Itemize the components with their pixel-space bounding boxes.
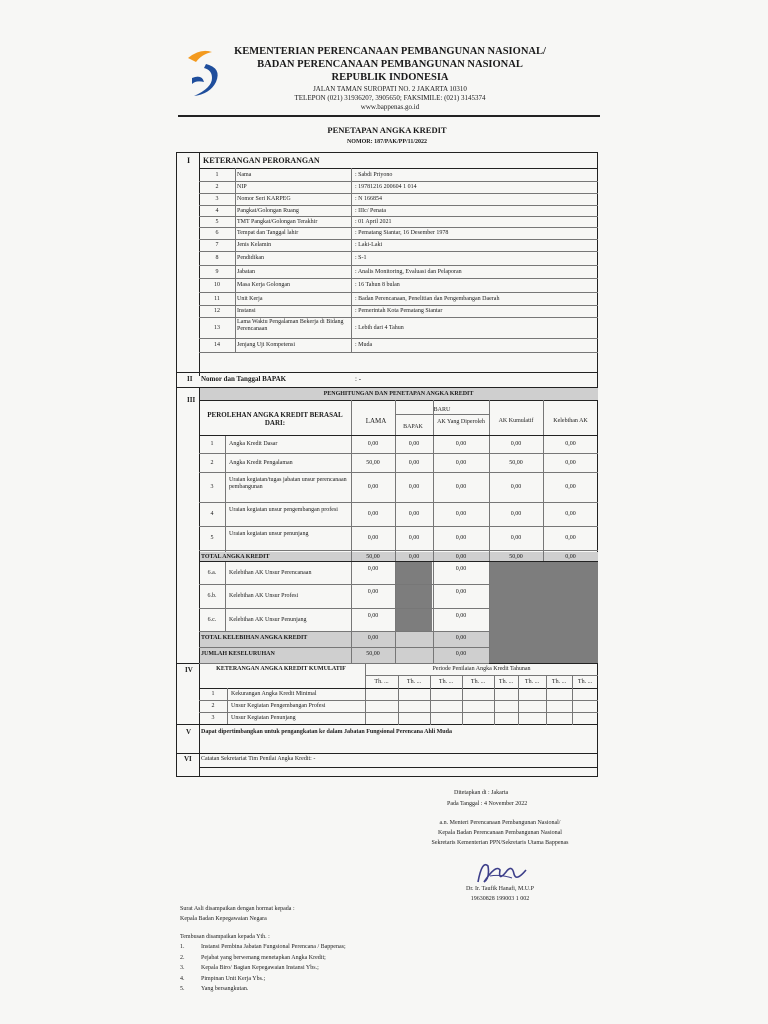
field-value: : Sabdi Priyono (355, 172, 393, 178)
source-label: Uraian kegiatan unsur pengembangan profesi (229, 507, 338, 513)
row-number: 2 (211, 703, 215, 709)
pak-table (176, 152, 598, 777)
field-value: : Pemerintah Kota Pematang Siantar (355, 308, 443, 314)
field-value: : Lebih dari 4 Tahun (355, 324, 404, 331)
excess-lama: 0,00 (367, 565, 379, 572)
field-label: Nomor Seri KARPEG (237, 196, 291, 202)
value-bapak: 0,00 (408, 441, 420, 447)
value-bapak: 0,00 (408, 535, 420, 541)
value-lama: 0,00 (367, 484, 379, 490)
cumulative-label: Kekurangan Angka Kredit Minimal (231, 691, 317, 697)
field-value: : N 166854 (355, 196, 382, 202)
cc-title: Tembusan disampaikan kepada Yth. : (180, 934, 270, 940)
excess-label: Kelebihan AK Unsur Perencanaan (229, 569, 312, 576)
value-kumulatif: 0,00 (510, 441, 522, 447)
value-bapak: 0,00 (408, 484, 420, 490)
year-label: Th. ... (524, 679, 540, 685)
cc-item: Kepala Biro/ Bagian Kepegawaian Instansi Ybs.; (201, 965, 319, 971)
row-number: 12 (214, 308, 220, 314)
section-roman: II (187, 375, 193, 383)
field-value: : IIIc/ Penata (355, 207, 386, 214)
row-number: 3 (211, 715, 215, 721)
value-kumulatif: 0,00 (510, 535, 522, 541)
ministry-name-line3: REPUBLIK INDONESIA (331, 72, 449, 83)
field-label: TMT Pangkat/Golongan Terakhir (237, 218, 318, 225)
field-value: : Analis Monitoring, Evaluasi dan Pelaporan (355, 268, 462, 275)
row-number: 3 (215, 196, 219, 202)
value-lama: 50,00 (366, 459, 380, 466)
signer-nip: 19630828 199003 1 002 (470, 896, 530, 902)
col-kelebihan: Kelebihan AK (553, 418, 588, 424)
field-label: Pendidikan (237, 255, 264, 261)
value-lama: 0,00 (367, 535, 379, 541)
value-kelebihan: 0,00 (565, 484, 576, 490)
address: JALAN TAMAN SUROPATI NO. 2 JAKARTA 10310 (313, 85, 467, 93)
source-label: Angka Kredit Dasar (229, 441, 278, 447)
section-title: PENGHITUNGAN DAN PENETAPAN ANGKA KREDIT (323, 391, 474, 397)
section-title: KETERANGAN ANGKA KREDIT KUMULATIF (216, 666, 346, 672)
row-number: 4 (215, 207, 219, 214)
source-label: Uraian kegiatan unsur penunjang (229, 531, 309, 537)
secretariat-note: Catatan Sekretariat Tim Penilai Angka Kredit: - (201, 756, 316, 762)
row-number: 10 (214, 282, 220, 288)
cc-number: 5. (180, 986, 185, 992)
excess-lama: 0,00 (367, 612, 379, 619)
row-number: 1 (215, 172, 219, 178)
col-source: PEROLEHAN ANGKA KREDIT BERASAL DARI: (207, 411, 343, 428)
row-number: 1 (210, 441, 214, 447)
section-roman: I (187, 156, 191, 165)
year-label: Th. ... (551, 679, 567, 685)
signing-date: Pada Tanggal : 4 November 2022 (447, 801, 528, 807)
row-number: 13 (214, 324, 220, 331)
section-roman: V (186, 728, 192, 736)
excess-lama: 0,00 (367, 589, 379, 595)
row-number: 4 (210, 511, 214, 517)
value-lama: 0,00 (367, 511, 379, 517)
section-title: Nomor dan Tanggal BAPAK (201, 375, 287, 383)
value-kelebihan: 0,00 (565, 511, 576, 517)
col-bapak: BAPAK (403, 424, 423, 430)
row-number: 7 (215, 242, 219, 248)
value-diperoleh: 0,00 (455, 484, 467, 490)
excess-diperoleh: 0,00 (455, 565, 467, 572)
field-label: Lama Waktu Pengalaman Bekerja di Bidang Perencanaan (237, 319, 344, 332)
ministry-name-line2: BADAN PERENCANAAN PEMBANGUNAN NASIONAL (257, 59, 523, 70)
col-kumulatif: AK Kumulatif (498, 418, 534, 424)
total-lama: 50,00 (366, 554, 380, 560)
year-label: Th. ... (498, 679, 514, 685)
signer-title-3: Sekretaris Kementerian PPN/Sekretaris Utama Bappenas (431, 840, 569, 846)
row-number: 8 (215, 255, 219, 261)
year-label: Th. ... (406, 679, 422, 685)
field-label: Jenis Kelamin (237, 242, 272, 248)
value-diperoleh: 0,00 (455, 535, 467, 541)
value-lama: 0,00 (367, 441, 379, 447)
value-kelebihan: 0,00 (565, 441, 576, 447)
field-value: : 19781216 200604 1 014 (355, 184, 417, 190)
field-value: : Badan Perencanaan, Penelitian dan Pengembangan Daerah (355, 295, 500, 302)
cc-item: Yang bersangkutan. (201, 986, 249, 992)
cc-number: 4. (180, 975, 185, 982)
year-label: Th. ... (470, 679, 486, 685)
excess-diperoleh: 0,00 (455, 612, 467, 619)
field-value: : Pematang Siantar, 16 Desember 1978 (355, 230, 449, 236)
value-kelebihan: 0,00 (565, 459, 576, 466)
year-label: Th. ... (438, 679, 454, 685)
bappenas-logo (182, 44, 232, 104)
field-label: Tempat dan Tanggal lahir (237, 230, 299, 236)
total-label: TOTAL ANGKA KREDIT (201, 554, 270, 560)
cc-number: 1. (180, 944, 185, 950)
total-diperoleh: 0,00 (455, 554, 467, 560)
cc-number: 2. (180, 954, 185, 961)
row-number: 6 (215, 230, 219, 236)
value-diperoleh: 0,00 (455, 441, 467, 447)
doc-number: NOMOR: 187/PAK/PP/11/2022 (346, 139, 428, 145)
col-lama: LAMA (365, 417, 387, 425)
row-number: 11 (214, 295, 220, 302)
row-number: 1 (211, 691, 215, 697)
value-kumulatif: 0,00 (510, 511, 522, 517)
section-title: KETERANGAN PERORANGAN (203, 156, 320, 165)
value-kumulatif: 50,00 (509, 459, 523, 466)
grand-total-lama: 50,00 (366, 651, 380, 657)
signer-title-2: Kepala Badan Perencanaan Pembangunan Nasional (438, 830, 562, 836)
field-value: : 01 April 2021 (355, 218, 392, 225)
source-label: Uraian kegiatan/tugas jabatan unsur perencanaan pembangunan (229, 477, 347, 490)
value-diperoleh: 0,00 (455, 511, 467, 517)
field-value: : Laki-Laki (355, 242, 383, 248)
website-link[interactable]: www.bappenas.go.id (360, 103, 420, 111)
field-value: : S-1 (355, 255, 367, 261)
field-label: Jenjang Uji Kompetensi (237, 342, 295, 348)
signer-title-1: a.n. Menteri Perencanaan Pembangunan Nasional/ (439, 820, 561, 826)
header-divider (178, 115, 600, 117)
signing-place: Ditetapkan di : Jakarta (454, 790, 509, 796)
row-number: 9 (215, 268, 219, 275)
total-kumulatif: 50,00 (509, 554, 523, 560)
total-excess-diperoleh: 0,00 (455, 635, 467, 641)
value-kumulatif: 0,00 (510, 484, 522, 490)
cumulative-label: Unsur Kegiatan Penunjang (231, 715, 296, 721)
excess-label: Kelebihan AK Unsur Penunjang (229, 616, 307, 623)
period-label: Periode Penilaian Angka Kredit Tahunan (432, 666, 531, 672)
section-roman: IV (185, 666, 193, 674)
signer-name: Dr. Ir. Taufik Hanafi, M.U.P (466, 886, 534, 892)
ministry-name-line1: KEMENTERIAN PERENCANAAN PEMBANGUNAN NASIONAL/ (234, 46, 546, 57)
value-kelebihan: 0,00 (565, 535, 576, 541)
field-label: Unit Kerja (237, 295, 263, 302)
cc-item: Instansi Pembina Jabatan Fungsional Perencana / Bappenas; (201, 944, 346, 950)
section-roman: III (187, 396, 196, 404)
value-bapak: 0,00 (408, 511, 420, 517)
row-number: 3 (210, 484, 214, 490)
row-number: 6.c. (207, 616, 217, 623)
value-diperoleh: 0,00 (455, 459, 467, 466)
row-number: 2 (210, 459, 214, 466)
value-bapak: 0,00 (408, 459, 420, 466)
col-diperoleh: AK Yang Diperoleh (437, 419, 485, 425)
cc-item: Pejabat yang berwenang menetapkan Angka Kredit; (201, 954, 326, 961)
row-number: 5 (210, 535, 214, 541)
row-number: 2 (215, 184, 219, 190)
source-label: Angka Kredit Pengalaman (229, 459, 293, 466)
field-label: Nama (237, 172, 252, 178)
recommendation-text: Dapat dipertimbangkan untuk pengangkatan ke dalam Jabatan Fungsional Perencana Ahli Muda (201, 729, 452, 735)
cumulative-label: Unsur Kegiatan Pengembangan Profesi (231, 703, 326, 709)
grand-total-diperoleh: 0,00 (455, 651, 467, 657)
cc-item: Pimpinan Unit Kerja Ybs.; (201, 975, 266, 982)
total-excess-label: TOTAL KELEBIHAN ANGKA KREDIT (201, 635, 308, 641)
field-value: : 16 Tahun 8 bulan (355, 282, 400, 288)
field-label: Pangkat/Golongan Ruang (237, 207, 299, 214)
total-excess-lama: 0,00 (367, 635, 379, 641)
row-number: 6.b. (207, 593, 217, 599)
bapak-value: : - (355, 375, 362, 383)
original-recipient: Kepala Badan Kepegawaian Negara (180, 916, 267, 922)
row-number: 14 (214, 342, 220, 348)
total-bapak: 0,00 (408, 554, 420, 560)
excess-label: Kelebihan AK Unsur Profesi (229, 593, 299, 599)
original-recipient-label: Surat Asli disampaikan dengan hormat kepada : (180, 906, 295, 912)
phone: TELEPON (021) 3193620?, 3905650; FAKSIMILE: (021) 3145374 (294, 94, 486, 102)
year-label: Th. ... (374, 679, 389, 685)
excess-diperoleh: 0,00 (455, 589, 467, 595)
section-roman: VI (184, 755, 192, 763)
total-kelebihan: 0,00 (565, 554, 576, 560)
field-label: Instansi (237, 308, 256, 314)
row-number: 5 (215, 218, 219, 225)
field-label: NIP (237, 184, 247, 190)
cc-number: 3. (180, 965, 185, 971)
doc-title: PENETAPAN ANGKA KREDIT (327, 125, 447, 135)
col-baru: BARU (433, 407, 451, 413)
field-label: Masa Kerja Golongan (237, 282, 290, 288)
grand-total-label: JUMLAH KESELURUHAN (201, 651, 275, 657)
row-number: 6.a. (207, 569, 217, 576)
field-label: Jabatan (237, 268, 255, 275)
field-value: : Muda (355, 342, 373, 348)
year-label: Th. ... (577, 679, 593, 685)
